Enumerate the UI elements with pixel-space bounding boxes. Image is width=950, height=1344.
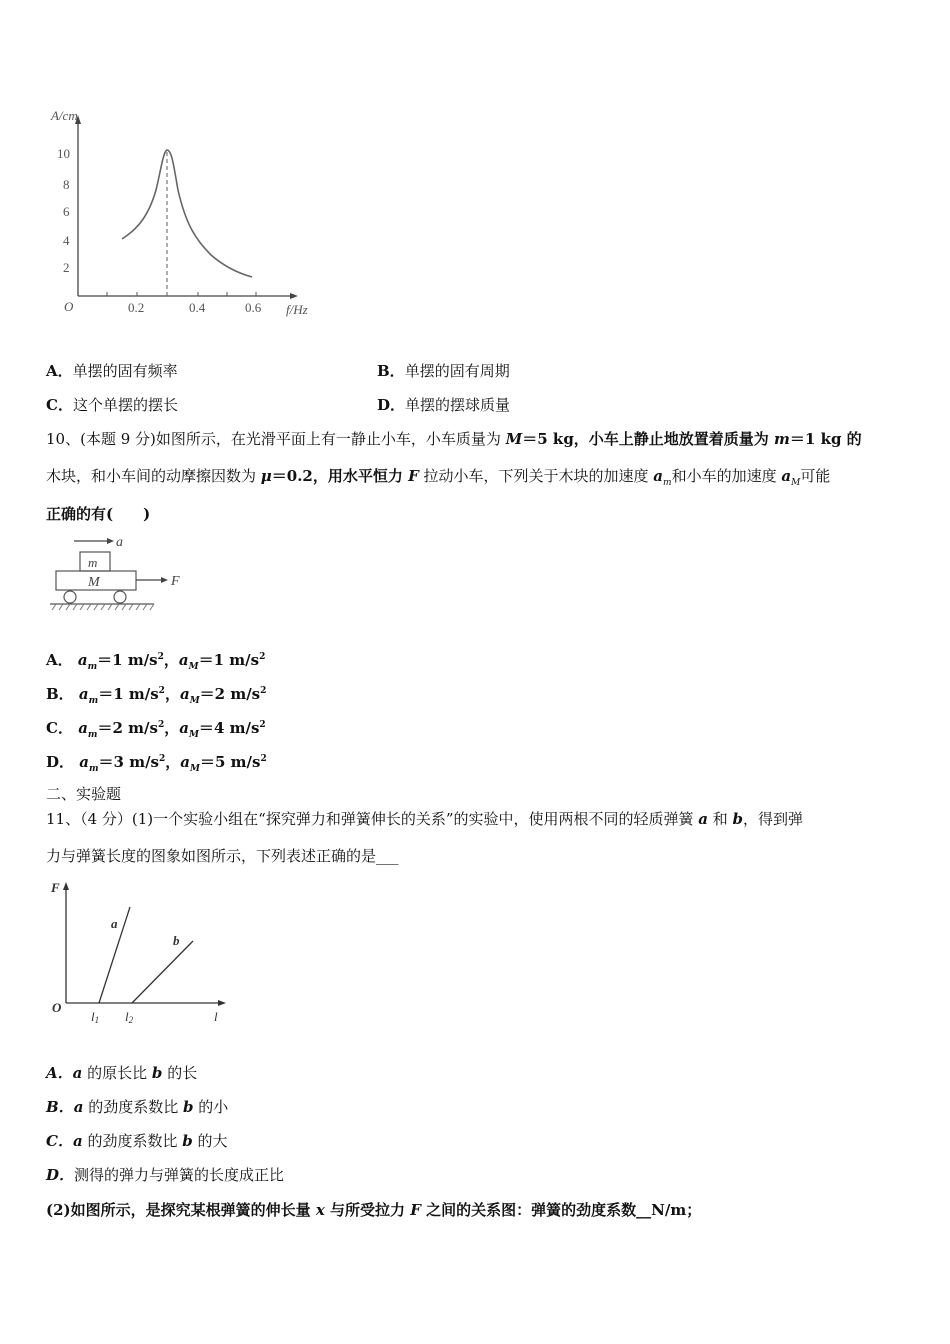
var-M: M bbox=[505, 430, 523, 448]
q11-part2 bbox=[46, 1200, 701, 1220]
unit: m/s bbox=[225, 685, 261, 703]
q11-option-b[interactable] bbox=[46, 1097, 228, 1117]
q10-option-a[interactable]: A． $a_m=1$ $m/s^2$，$a_M=1$ $m/s^2$ bbox=[46, 651, 266, 672]
q11-stem-line1 bbox=[46, 809, 803, 829]
origin-label: O bbox=[64, 299, 74, 314]
var-aM: a bbox=[781, 467, 792, 485]
y-tick-8: 8 bbox=[63, 177, 70, 192]
y-tick-10: 10 bbox=[57, 146, 70, 161]
option-label: A． bbox=[46, 362, 73, 380]
var-F: F bbox=[408, 467, 419, 485]
line-a-label: a bbox=[111, 916, 118, 931]
option-text: 单摆的摆球质量 bbox=[405, 396, 511, 414]
var-b: b bbox=[182, 1132, 193, 1150]
q10-stem-line3 bbox=[46, 504, 150, 524]
x-axis-l-label: l bbox=[214, 1009, 218, 1024]
q11-option-a[interactable] bbox=[46, 1063, 197, 1083]
text: 测得的弹力与弹簧的长度成正比 bbox=[74, 1166, 285, 1184]
q10-option-d[interactable]: D． $a_m=3$ $m/s^2$，$a_M=5$ $m/s^2$ bbox=[46, 753, 267, 774]
q9-option-b[interactable] bbox=[377, 361, 510, 381]
am-value: 3 bbox=[113, 753, 124, 771]
unit: m/s bbox=[122, 719, 158, 737]
am-value: 1 bbox=[112, 651, 123, 669]
block-m-label: m bbox=[88, 555, 98, 570]
option-label: A． bbox=[46, 651, 73, 669]
sub: M bbox=[791, 478, 801, 488]
option-label: C． bbox=[46, 719, 73, 737]
sep: ， bbox=[165, 753, 181, 771]
resonance-chart-svg bbox=[46, 100, 336, 325]
am-value: 1 bbox=[113, 685, 124, 703]
text: (2)如图所示，是探究某根弹簧的伸长量 bbox=[46, 1201, 316, 1219]
x-axis-label: f/Hz bbox=[286, 302, 308, 317]
cart-block-figure bbox=[50, 530, 200, 620]
text: ，得到弹 bbox=[743, 810, 804, 828]
q11-option-c[interactable] bbox=[46, 1131, 228, 1151]
var-a: a bbox=[698, 810, 708, 828]
unit-sup: 2 bbox=[259, 720, 266, 730]
q9-option-c[interactable] bbox=[46, 395, 178, 415]
var-b: b bbox=[151, 1064, 163, 1082]
x-tick-0.6: 0.6 bbox=[245, 300, 262, 315]
option-label: C． bbox=[46, 1132, 73, 1150]
q10-stem-line2 bbox=[46, 466, 830, 493]
option-label: D． bbox=[46, 1166, 75, 1184]
text: 之间的关系图：弹簧的劲度系数__N/m； bbox=[420, 1201, 702, 1219]
x-tick-0.4: 0.4 bbox=[189, 300, 206, 315]
var-b: b bbox=[182, 1098, 194, 1116]
q11-stem-line2 bbox=[46, 846, 399, 866]
var-a: a bbox=[72, 1064, 83, 1082]
text: 的劲度系数比 bbox=[83, 1098, 183, 1116]
aM-value: 1 bbox=[213, 651, 225, 669]
option-text: 单摆的固有频率 bbox=[72, 362, 178, 380]
y-axis-F-label: F bbox=[51, 880, 60, 895]
text: ＝5 kg，小车上静止地放置着质量为 bbox=[522, 430, 775, 448]
unit-sup: 2 bbox=[159, 754, 166, 764]
option-label: C． bbox=[46, 396, 73, 414]
unit: m/s bbox=[123, 753, 159, 771]
section-heading: 二、实验题 bbox=[46, 785, 122, 803]
q10-option-b[interactable]: B． $a_m=1$ $m/s^2$，$a_M=2$ $m/s^2$ bbox=[46, 685, 267, 706]
option-label: D． bbox=[377, 396, 406, 414]
origin-O-label: O bbox=[52, 1000, 62, 1015]
option-label: D． bbox=[46, 753, 75, 771]
text: 拉动小车，下列关于木块的加速度 bbox=[418, 467, 654, 485]
q9-option-a[interactable] bbox=[46, 361, 178, 381]
option-label: A． bbox=[46, 1064, 73, 1082]
section-title bbox=[46, 784, 121, 804]
text: 正确的有( ) bbox=[46, 505, 151, 523]
unit: m/s bbox=[225, 753, 261, 771]
x-tick-0.2: 0.2 bbox=[128, 300, 145, 315]
var-am: a bbox=[653, 467, 664, 485]
unit: m/s bbox=[122, 651, 158, 669]
l2-label: l2 bbox=[125, 1009, 134, 1025]
var-a: a bbox=[73, 1098, 84, 1116]
var-m: m bbox=[774, 430, 790, 448]
q9-option-d[interactable] bbox=[377, 395, 510, 415]
y-tick-6: 6 bbox=[63, 204, 70, 219]
unit-sup: 2 bbox=[259, 652, 266, 662]
q11-option-d[interactable] bbox=[46, 1165, 284, 1185]
text: ＝1 kg 的 bbox=[789, 430, 862, 448]
option-label: B． bbox=[46, 685, 74, 703]
var-b: b bbox=[732, 810, 744, 828]
sub: m bbox=[663, 478, 672, 488]
text: 可能 bbox=[800, 467, 831, 485]
y-tick-4: 4 bbox=[63, 233, 70, 248]
aM-value: 5 bbox=[215, 753, 226, 771]
aM-value: 2 bbox=[214, 685, 226, 703]
sep: ， bbox=[163, 651, 179, 669]
text: 的原长比 bbox=[82, 1064, 152, 1082]
text: 的劲度系数比 bbox=[82, 1132, 183, 1150]
var-mu: μ bbox=[260, 467, 272, 485]
text: 与所受拉力 bbox=[324, 1201, 411, 1219]
l1-label: l1 bbox=[91, 1009, 100, 1025]
unit-sup: 2 bbox=[260, 686, 267, 696]
y-axis-label: A/cm bbox=[51, 108, 78, 123]
spring-chart-svg bbox=[46, 875, 236, 1025]
var-x: x bbox=[315, 1201, 325, 1219]
line-b-label: b bbox=[173, 933, 180, 948]
force-F-label: F bbox=[171, 574, 180, 589]
am-value: 2 bbox=[112, 719, 123, 737]
text: 10、(本题 9 分)如图所示，在光滑平面上有一静止小车，小车质量为 bbox=[46, 430, 506, 448]
sep: ， bbox=[164, 719, 180, 737]
option-text: 单摆的固有周期 bbox=[404, 362, 510, 380]
text: 的长 bbox=[162, 1064, 198, 1082]
resonance-chart bbox=[46, 100, 336, 325]
unit-sup: 2 bbox=[157, 720, 165, 730]
unit: m/s bbox=[224, 651, 260, 669]
text: 的大 bbox=[192, 1132, 228, 1150]
text: 木块，和小车间的动摩擦因数为 bbox=[46, 467, 261, 485]
cart-M-label: M bbox=[88, 575, 100, 590]
aM-value: 4 bbox=[213, 719, 225, 737]
text: 力与弹簧长度的图象如图所示，下列表述正确的是___ bbox=[46, 847, 399, 865]
var-a: a bbox=[72, 1132, 83, 1150]
option-label: B． bbox=[377, 362, 405, 380]
y-tick-2: 2 bbox=[63, 260, 70, 275]
unit: m/s bbox=[224, 719, 260, 737]
text: 和 bbox=[708, 810, 733, 828]
var-F: F bbox=[410, 1201, 421, 1219]
option-text: 这个单摆的摆长 bbox=[72, 396, 178, 414]
unit-sup: 2 bbox=[157, 652, 164, 662]
text: 和小车的加速度 bbox=[671, 467, 782, 485]
accel-label: a bbox=[116, 535, 123, 550]
text: 的小 bbox=[193, 1098, 229, 1116]
spring-force-chart bbox=[46, 875, 236, 1025]
q10-stem-line1 bbox=[46, 429, 862, 449]
text: 11、（4 分）(1)一个实验小组在“探究弹力和弹簧伸长的关系”的实验中，使用两根不同的轻质弹簧 bbox=[46, 810, 699, 828]
option-label: B． bbox=[46, 1098, 74, 1116]
cart-figure-svg bbox=[50, 530, 200, 620]
sep: ， bbox=[164, 685, 180, 703]
unit-sup: 2 bbox=[158, 686, 165, 696]
unit-sup: 2 bbox=[260, 754, 267, 764]
q10-option-c[interactable]: C． $a_m=2$ $m/s^2$，$a_M=4$ $m/s^2$ bbox=[46, 719, 266, 740]
text: ＝0.2，用水平恒力 bbox=[271, 467, 409, 485]
unit: m/s bbox=[123, 685, 159, 703]
